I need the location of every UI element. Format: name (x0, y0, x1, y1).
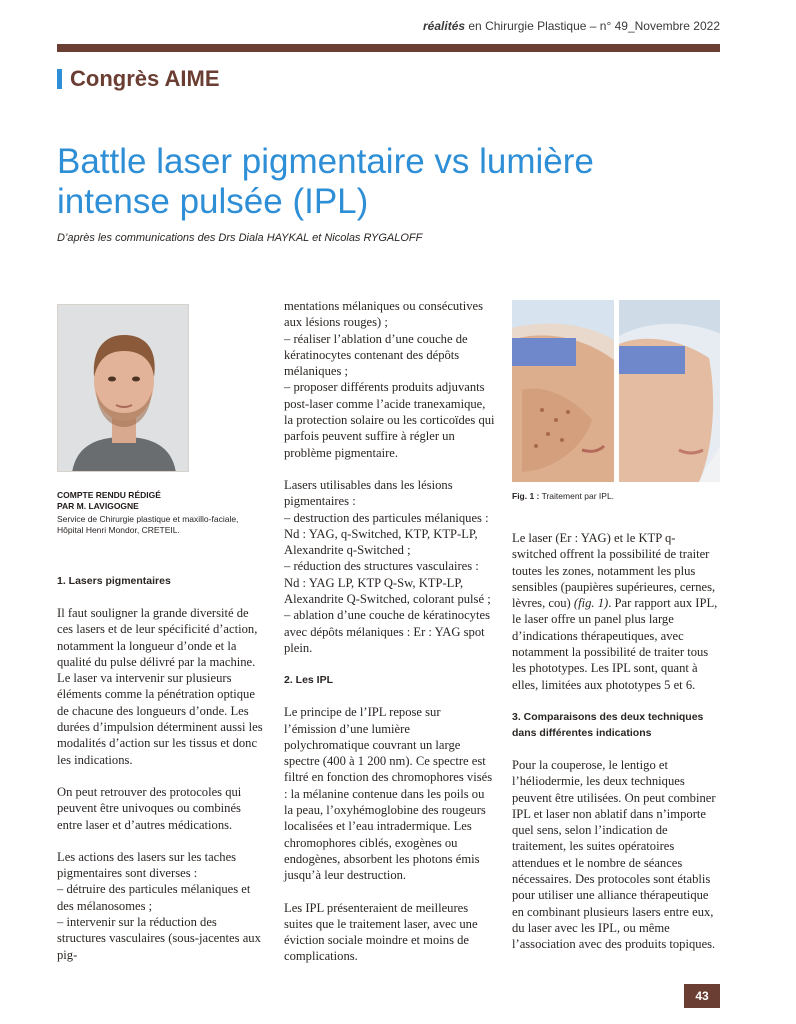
column-1 (57, 573, 267, 963)
figure-1 (512, 300, 720, 482)
article-title: Battle laser pigmentaire vs lumière intense pulsée (IPL) (57, 142, 594, 221)
figure-caption-text: Traitement par IPL. (539, 491, 615, 501)
figure-reference[interactable]: (fig. 1) (573, 596, 609, 611)
paragraph: Les IPL présenteraient de meilleures suites que le traitement laser, avec une éviction sociale moindre et moins de complications. (284, 900, 478, 964)
paragraph-text: . Par rapport aux IPL, le laser offre un panel plus large d’indications thérapeutiques, avec notamment la possibilité de traiter tous les phototypes. Les IPL sont, quant à elles, limitées aux phototypes 5 et 6. (512, 596, 718, 692)
paragraph: Les actions des lasers sur les taches pigmentaires sont diverses : (57, 849, 237, 881)
list-item: – ablation d’une couche de kératinocytes avec dépôts mélaniques : Er : YAG spot plein. (284, 608, 490, 655)
section-bar (57, 69, 62, 89)
byline: D’après les communications des Drs Diala HAYKAL et Nicolas RYGALOFF (57, 232, 423, 244)
author-affiliation-line1: Service de Chirurgie plastique et maxillo-faciale, (57, 514, 239, 524)
list-item: – intervenir sur la réduction des structures vasculaires (sous-jacentes aux pig- (57, 915, 261, 962)
column-3 (512, 530, 720, 969)
issue-info: en Chirurgie Plastique – n° 49_Novembre 2022 (465, 19, 720, 33)
paragraph: Le principe de l’IPL repose sur l’émission d’une lumière polychromatique couvrant un large spectre (400 à 1 200 nm). Ce spectre est filtré en fonction des chromophores visés : la mélanine contenue dans les poils ou la peau, l’oxyhémoglobine des rougeurs localisées et l’eau intradermique. Les chromophores ciblés, exogènes ou endogènes, absorbent les photons émis jusqu’à leur destruction. (284, 705, 493, 883)
journal-name: réalités (423, 19, 466, 33)
list-item: – réaliser l’ablation d’une couche de kératinocytes contenant des dépôts mélaniques ; (284, 331, 468, 379)
paragraph: On peut retrouver des protocoles qui peuvent être univoques ou combinés entre laser et d’autres médications. (57, 784, 242, 832)
author-portrait (57, 304, 189, 472)
paragraph: mentations mélaniques ou consécutives aux lésions rouges) ; (284, 299, 484, 330)
figure-caption (512, 491, 614, 501)
section-heading-lasers: 1. Lasers pigmentaires (57, 575, 171, 587)
author-name-line2: PAR M. LAVIGOGNE (57, 501, 139, 511)
column-2 (284, 298, 496, 981)
list-item: – destruction des particules mélaniques : Nd : YAG, q-Switched, KTP, KTP-LP, Alexandrite q-Switched ; (284, 510, 489, 558)
after-photo (619, 300, 721, 482)
list-item: – proposer différents produits adjuvants post-laser comme l’acide tranexamique, la protection solaire ou les corticoïdes qui parfois peuvent suffire à régler un problème pigmentaire. (284, 380, 495, 460)
section-heading-ipl: 2. Les IPL (284, 674, 334, 687)
section-heading-comparisons: 3. Comparaisons des deux techniques dans différentes indications (512, 710, 704, 739)
section-label: Congrès AIME (70, 66, 220, 91)
section-tag (57, 66, 220, 92)
before-photo (512, 300, 614, 482)
author-name-line1: COMPTE RENDU RÉDIGÉ (57, 490, 161, 500)
figure-caption-label: Fig. 1 : (512, 491, 540, 501)
paragraph: Il faut souligner la grande diversité de ces lasers et de leur spécificité d’action, notamment la longueur d’onde et la qualité du pulse délivré par la machine. Le laser va intervenir sur plusieurs éléments comme la pénétration optique de chacune des longueurs d’onde. Les durées d’impulsion déterminent aussi les modalités d’action sur les tissus et donc les indications. (57, 606, 263, 767)
paragraph-text: Le laser (Er : YAG) et le KTP q-switched offrent la possibilité de traiter toutes les zones, notamment les plus sensibles (paupières supérieures, cernes, lèvres, cou) (512, 531, 716, 611)
paragraph: Pour la couperose, le lentigo et l’héliodermie, les deux techniques peuvent être utilisées. On peut combiner IPL et laser non ablatif dans n’importe quel sens, selon l’indication de traitement, les suites opératoires attendues et le nombre de séances nécessaires. Des protocoles sont établis pour utiliser une alliance thérapeutique en combinant plusieurs lasers entre eux, du laser avec les IPL, ou même l’association avec des produits topiques. (512, 757, 716, 952)
header-rule (57, 44, 720, 52)
censor-bar (619, 346, 685, 374)
list-item: – détruire des particules mélaniques et des mélanosomes ; (57, 882, 251, 913)
censor-bar (512, 338, 576, 366)
author-credit (57, 490, 257, 536)
paragraph: Lasers utilisables dans les lésions pigmentaires : (284, 477, 453, 509)
page-number: 43 (684, 984, 720, 1008)
list-item: – réduction des structures vasculaires : Nd : YAG LP, KTP Q-Sw, KTP-LP, Alexandrite Q-Switched, colorant pulsé ; (284, 559, 491, 607)
running-head (423, 19, 720, 33)
author-affiliation-line2: Hôpital Henri Mondor, CRETEIL. (57, 525, 180, 535)
paragraph (512, 530, 720, 693)
